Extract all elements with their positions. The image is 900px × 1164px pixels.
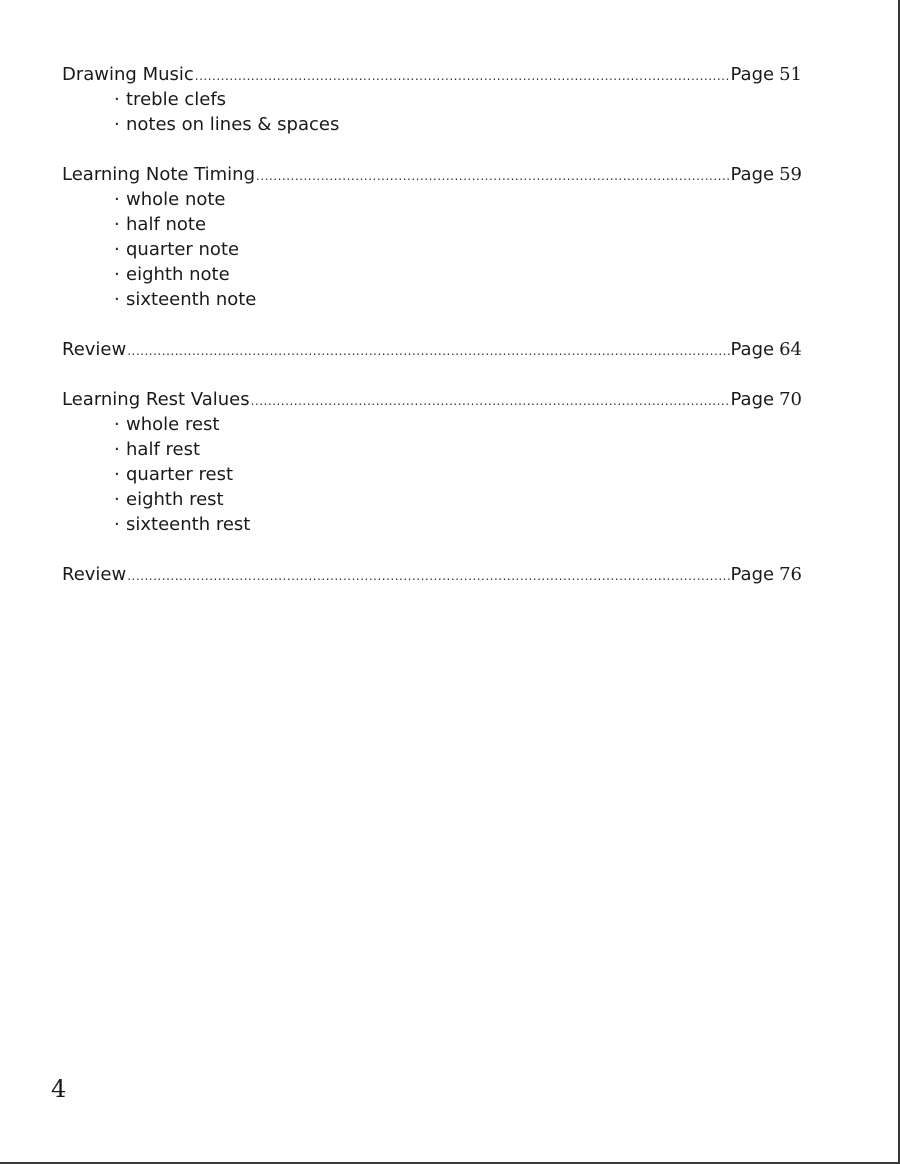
toc-subitem-label: half note (126, 214, 207, 235)
toc-entry[interactable] (62, 562, 802, 587)
page-label: Page (730, 339, 775, 360)
bullet-icon: · (114, 239, 120, 260)
toc-subitem-label: treble clefs (126, 89, 227, 110)
dot-leader (256, 164, 730, 189)
bullet-icon: · (114, 89, 120, 110)
page-number: 59 (779, 164, 802, 185)
page-number: 51 (779, 64, 802, 85)
toc-subitem (62, 487, 802, 512)
toc-section (62, 387, 802, 537)
bullet-icon: · (114, 114, 120, 135)
bullet-icon: · (114, 264, 120, 285)
toc-subitem (62, 462, 802, 487)
toc-subitem (62, 87, 802, 112)
toc-subitem-label: notes on lines & spaces (126, 114, 340, 135)
toc-section (62, 562, 802, 587)
toc-subitem-label: sixteenth note (126, 289, 257, 310)
toc-entry-page (731, 62, 802, 87)
toc-subitem (62, 412, 802, 437)
dot-leader (127, 564, 729, 589)
page-label: Page (730, 389, 775, 410)
toc-entry-page (731, 562, 802, 587)
toc-subitem-label: half rest (126, 439, 201, 460)
dot-leader (127, 339, 729, 364)
toc-subitem (62, 212, 802, 237)
bullet-icon: · (114, 514, 120, 535)
toc-entry-title: Learning Rest Values (62, 389, 250, 410)
toc-subitem-label: quarter note (126, 239, 240, 260)
toc-subitem (62, 287, 802, 312)
toc-subitem (62, 262, 802, 287)
toc-section (62, 162, 802, 312)
toc-subitem-label: sixteenth rest (126, 514, 251, 535)
toc-entry-title: Review (62, 564, 127, 585)
toc-subitem-label: eighth rest (126, 489, 224, 510)
toc-subitem-label: quarter rest (126, 464, 234, 485)
toc-section (62, 337, 802, 362)
bullet-icon: · (114, 214, 120, 235)
toc-subitem (62, 237, 802, 262)
toc-subitem (62, 512, 802, 537)
page-label: Page (730, 564, 775, 585)
toc-entry[interactable] (62, 387, 802, 412)
dot-leader (195, 64, 730, 89)
toc-entry-page (731, 387, 802, 412)
dot-leader (251, 389, 730, 414)
page-folio-number: 4 (51, 1075, 67, 1103)
toc-entry[interactable] (62, 337, 802, 362)
table-of-contents (62, 62, 802, 612)
toc-entry-title: Review (62, 339, 127, 360)
bullet-icon: · (114, 464, 120, 485)
bullet-icon: · (114, 189, 120, 210)
toc-entry[interactable] (62, 162, 802, 187)
toc-entry-page (731, 162, 802, 187)
toc-subitem (62, 112, 802, 137)
bullet-icon: · (114, 414, 120, 435)
page-number: 76 (779, 564, 802, 585)
page-label: Page (730, 164, 775, 185)
toc-subitem-label: whole rest (126, 414, 220, 435)
toc-subitem-label: eighth note (126, 264, 230, 285)
bullet-icon: · (114, 289, 120, 310)
page-number: 70 (779, 389, 802, 410)
page-number: 64 (779, 339, 802, 360)
toc-subitem-label: whole note (126, 189, 226, 210)
page-label: Page (730, 64, 775, 85)
toc-entry-title: Learning Note Timing (62, 164, 256, 185)
toc-subitem (62, 187, 802, 212)
bullet-icon: · (114, 489, 120, 510)
toc-subitem (62, 437, 802, 462)
toc-entry[interactable] (62, 62, 802, 87)
toc-entry-page (731, 337, 802, 362)
toc-entry-title: Drawing Music (62, 64, 194, 85)
bullet-icon: · (114, 439, 120, 460)
toc-section (62, 62, 802, 137)
